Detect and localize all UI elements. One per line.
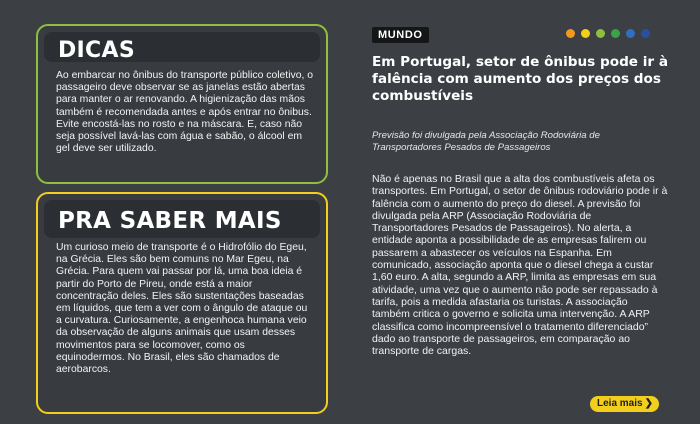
color-dot: [566, 29, 575, 38]
color-dots: [566, 29, 650, 38]
color-dot: [581, 29, 590, 38]
color-dot: [611, 29, 620, 38]
chevron-right-icon: ❯: [644, 398, 653, 409]
dicas-body: Ao embarcar no ônibus do transporte público coletivo, o passageiro deve observar se as janelas estão abertas para manter o ar renovando. A higienização das mãos também é recomendada antes e após entrar no ônibus. Evite encostá-las no rosto e na máscara. E, caso não seja possível lavá-las com água e sabão, o álcool em gel deve ser utilizado.: [56, 70, 314, 155]
color-dot: [596, 29, 605, 38]
pra-saber-mais-body: Um curioso meio de transporte é o Hidrofólio do Egeu, na Grécia. Eles são bem comuns no Mar Egeu, na Grécia. Para quem vai passar por lá, uma boa ideia é partir do Porto de Pireu, onde está a maior concentração deles. Eles são sustentações baseadas em líquidos, que tem a ver com o ângulo de ataque ou a curvatura. Curiosamente, a engenhoca humana veio da observação de alguns animais que usam desses movimentos para se locomover, como os equinodermos. No Brasil, eles são chamados de aerobarcos.: [56, 242, 308, 376]
pra-saber-mais-title: PRA SABER MAIS: [58, 208, 282, 234]
pra-saber-mais-header: [44, 200, 320, 238]
news-body: Não é apenas no Brasil que a alta dos combustíveis afeta os transportes. Em Portugal, o setor de ônibus rodoviário pode ir à falência com o aumento do preço do diesel. A previsão foi divulgada pela ARP (Associação Rodoviária de Transportadores Pesados de Passageiros). No alerta, a entidade aponta a possibilidade de as empresas falirem ou passarem a abastecer os veículos na Espanha. Em comunicado, associação aponta que o diesel chega a custar 1,60 euro. A alta, segundo a ARP, limita as empresas em sua atividade, uma vez que o aumento não pode ser repassado à tarifa, pois a medida afastaria os turistas. A associação também critica o governo e solicita uma intervenção. A ARP classifica como incompreensível o tratamento diferenciado” dado ao transporte de passageiros, em comparação ao transporte de cargas.: [372, 173, 668, 358]
color-dot: [641, 29, 650, 38]
dicas-card: [36, 24, 328, 184]
read-more-label: Leia mais: [597, 398, 643, 409]
news-subhead: Previsão foi divulgada pela Associação Rodoviária de Transportadores Pesados de Passageiros: [372, 130, 600, 153]
news-headline: Em Portugal, setor de ônibus pode ir à falência com aumento dos preços dos combustíveis: [372, 54, 669, 104]
color-dot: [626, 29, 635, 38]
dicas-header: [44, 32, 320, 62]
pra-saber-mais-card: [36, 192, 328, 414]
dicas-title: DICAS: [58, 38, 135, 63]
read-more-button[interactable]: [590, 396, 659, 412]
section-tag: MUNDO: [372, 27, 429, 43]
